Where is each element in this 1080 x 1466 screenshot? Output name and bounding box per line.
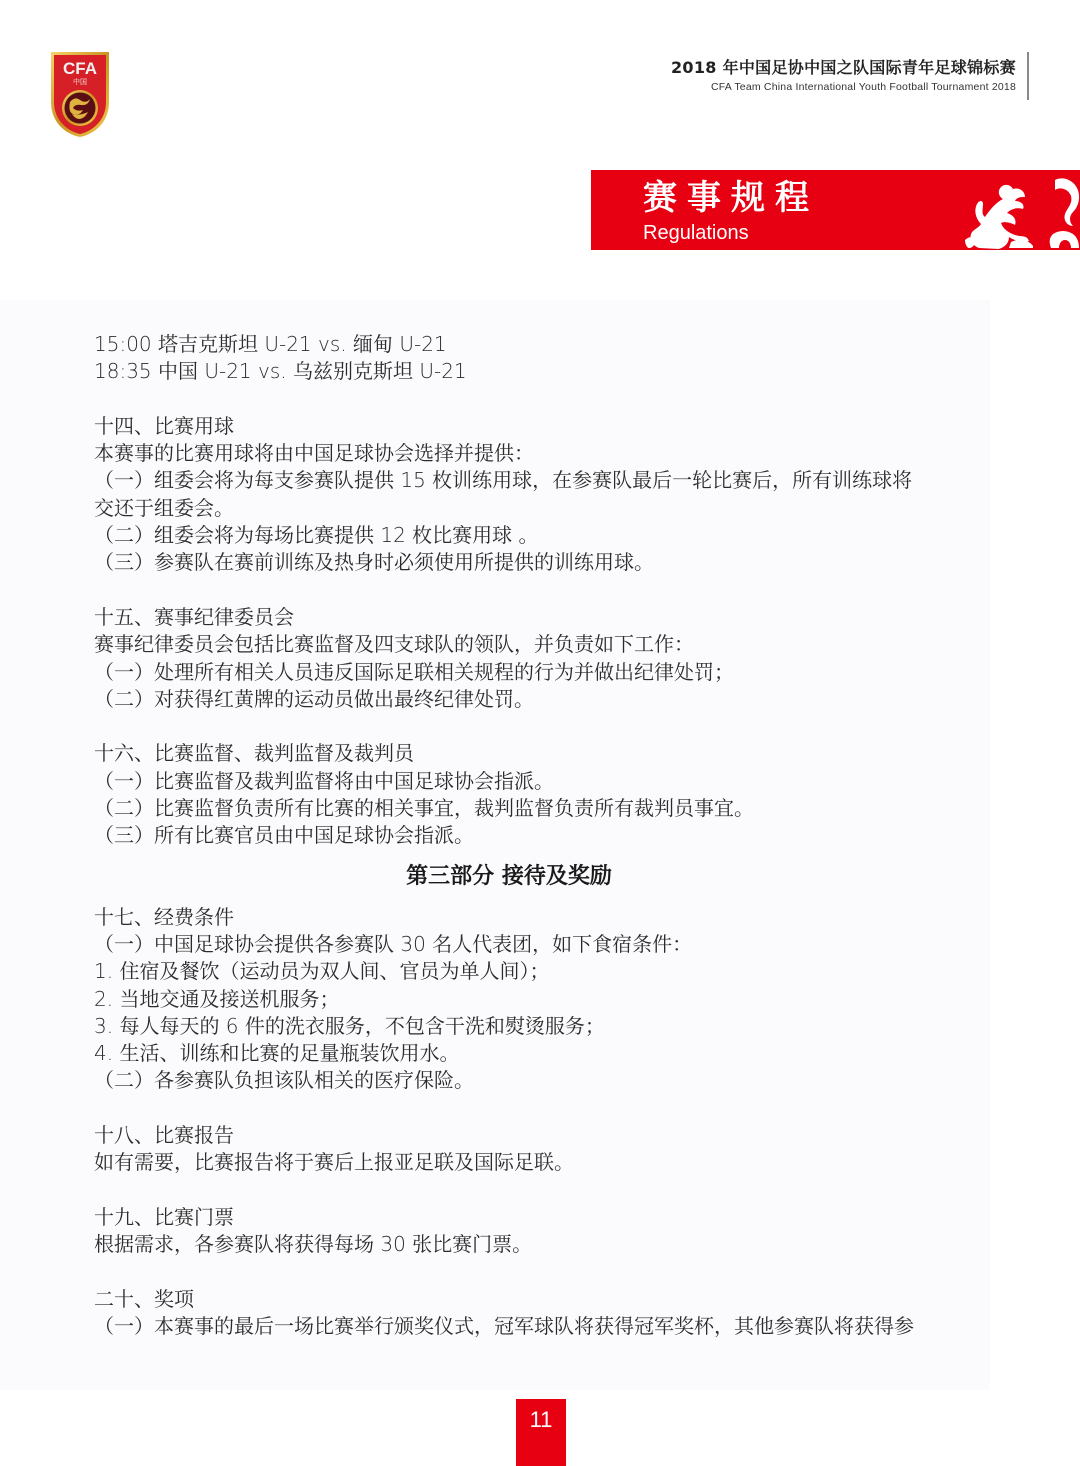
section-heading: 十七、经费条件 bbox=[94, 904, 234, 929]
document-header bbox=[671, 58, 1016, 94]
section-line: （一）处理所有相关人员违反国际足联相关规程的行为并做出纪律处罚； bbox=[94, 659, 734, 684]
section-line: 交还于组委会。 bbox=[94, 495, 234, 520]
banner-title-cn: 赛事规程 bbox=[643, 178, 819, 218]
section-line: （一）中国足球协会提供各参赛队 30 名人代表团，如下食宿条件： bbox=[94, 931, 693, 956]
section-banner bbox=[591, 170, 1080, 250]
regulations-content bbox=[94, 331, 994, 1340]
section-line: （一）本赛事的最后一场比赛举行颁奖仪式，冠军球队将获得冠军奖杯，其他参赛队将获得参 bbox=[94, 1314, 914, 1339]
page-number: 11 bbox=[516, 1399, 566, 1466]
svg-text:CFA: CFA bbox=[63, 59, 97, 78]
part-heading: 第三部分 接待及奖励 bbox=[406, 863, 612, 889]
section-heading: 十四、比赛用球 bbox=[94, 413, 234, 438]
section-line: 如有需要，比赛报告将于赛后上报亚足联及国际足联。 bbox=[94, 1150, 574, 1175]
section-heading: 十八、比赛报告 bbox=[94, 1123, 234, 1148]
section-line: 根据需求，各参赛队将获得每场 30 张比赛门票。 bbox=[94, 1232, 533, 1257]
section-line: （一）组委会将为每支参赛队提供 15 枚训练用球，在参赛队最后一轮比赛后，所有训练球将 bbox=[94, 468, 913, 493]
section-line: 2. 当地交通及接送机服务； bbox=[94, 986, 340, 1011]
section-line: 本赛事的比赛用球将由中国足球协会选择并提供： bbox=[94, 441, 534, 466]
section-heading: 十九、比赛门票 bbox=[94, 1204, 234, 1229]
section-line: （二）组委会将为每场比赛提供 12 枚比赛用球 。 bbox=[94, 523, 539, 548]
section-line: 3. 每人每天的 6 件的洗衣服务，不包含干洗和熨烫服务； bbox=[94, 1013, 605, 1038]
header-title-en: CFA Team China International Youth Football Tournament 2018 bbox=[710, 81, 1016, 93]
cfa-crest-icon bbox=[50, 50, 110, 138]
schedule-line: 18:35 中国 U-21 vs. 乌兹别克斯坦 U-21 bbox=[94, 359, 467, 384]
dragon-icon bbox=[959, 170, 1080, 250]
section-line: 4. 生活、训练和比赛的足量瓶装饮用水。 bbox=[94, 1041, 460, 1066]
schedule-line: 15:00 塔吉克斯坦 U-21 vs. 缅甸 U-21 bbox=[94, 332, 447, 356]
header-title-cn: 2018 年中国足协中国之队国际青年足球锦标赛 bbox=[670, 58, 1016, 77]
section-line: （三）所有比赛官员由中国足球协会指派。 bbox=[94, 823, 474, 848]
section-line: （二）各参赛队负担该队相关的医疗保险。 bbox=[94, 1068, 474, 1093]
section-line: （三）参赛队在赛前训练及热身时必须使用所提供的训练用球。 bbox=[94, 550, 654, 575]
section-line: 1. 住宿及餐饮（运动员为双人间、官员为单人间）； bbox=[94, 959, 550, 984]
section-line: （二）比赛监督负责所有比赛的相关事宜，裁判监督负责所有裁判员事宜。 bbox=[94, 796, 754, 821]
section-line: （一）比赛监督及裁判监督将由中国足球协会指派。 bbox=[94, 768, 554, 793]
section-heading: 十六、比赛监督、裁判监督及裁判员 bbox=[94, 741, 414, 766]
section-line: 赛事纪律委员会包括比赛监督及四支球队的领队，并负责如下工作： bbox=[94, 632, 694, 657]
header-divider bbox=[1027, 52, 1029, 100]
section-heading: 十五、赛事纪律委员会 bbox=[94, 604, 294, 629]
section-line: （二）对获得红黄牌的运动员做出最终纪律处罚。 bbox=[94, 686, 534, 711]
svg-text:中国: 中国 bbox=[73, 78, 87, 86]
section-heading: 二十、奖项 bbox=[94, 1286, 194, 1311]
banner-title-en: Regulations bbox=[643, 222, 749, 244]
